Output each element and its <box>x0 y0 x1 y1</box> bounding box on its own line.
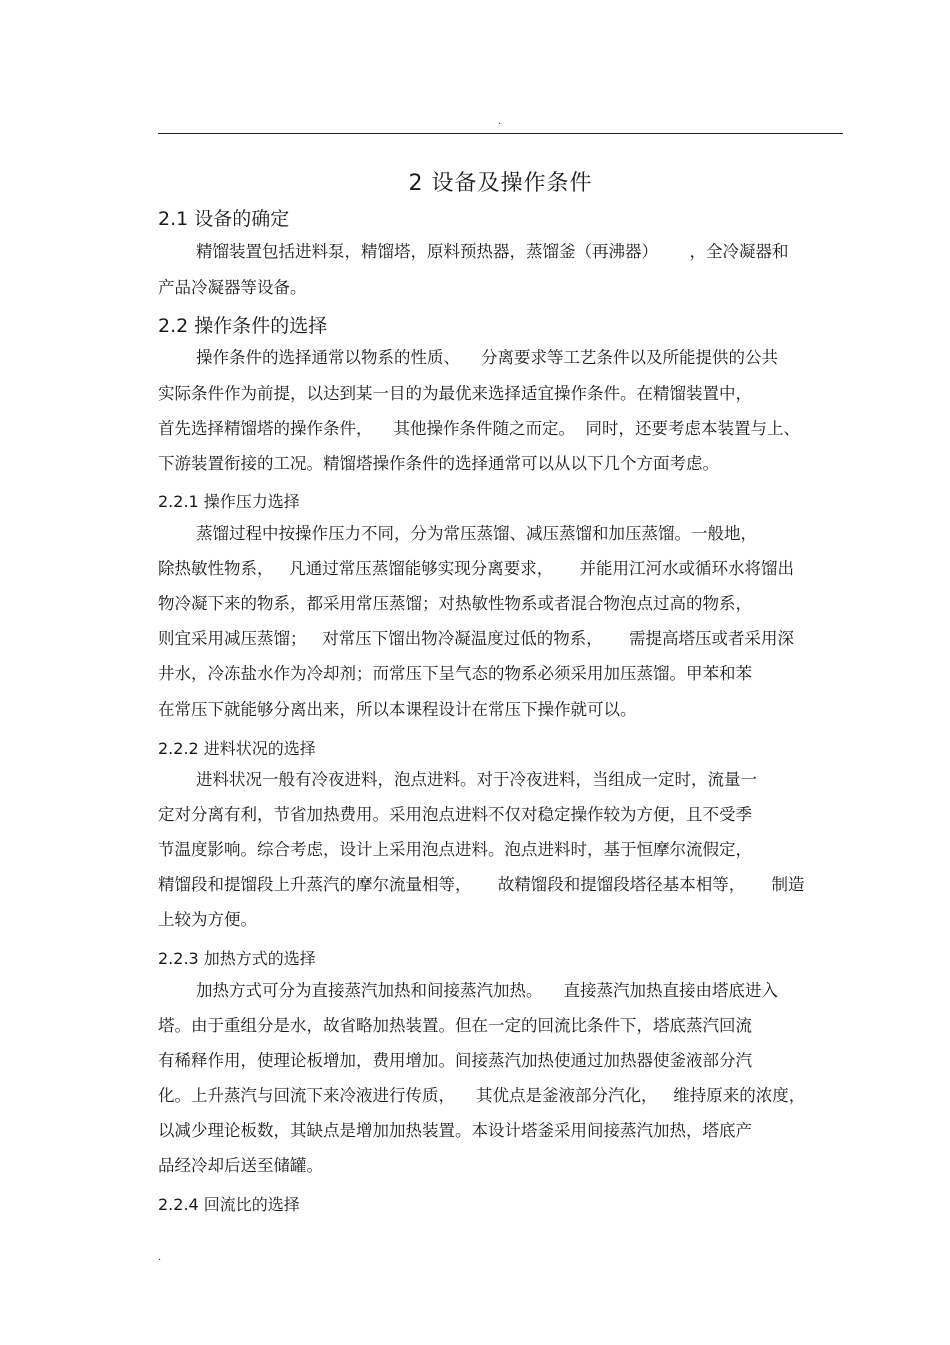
header-rule <box>158 133 843 134</box>
heading-2-2-3: 2.2.3 加热方式的选择 <box>158 949 316 968</box>
paragraph-line: 进料状况一般有冷夜进料，泡点进料。对于冷夜进料，当组成一定时，流量一 <box>196 770 757 789</box>
footer-mark: . <box>158 1252 162 1263</box>
paragraph-line: 以减少理论板数，其缺点是增加加热装置。本设计塔釜采用间接蒸汽加热，塔底产 <box>158 1121 752 1140</box>
paragraph-line: 化。上升蒸汽与回流下来冷液进行传质， 其优点是釜液部分汽化， 维持原来的浓度， <box>158 1086 806 1105</box>
paragraph-line: 在常压下就能够分离出来，所以本课程设计在常压下操作就可以。 <box>158 700 637 719</box>
paragraph-line: 下游装置衔接的工况。精馏塔操作条件的选择通常可以从以下几个方面考虑。 <box>158 454 719 473</box>
paragraph-line: 除热敏性物系， 凡通过常压蒸馏能够实现分离要求， 并能用江河水或循环水将馏出 <box>158 559 794 578</box>
paragraph-line: 井水，冷冻盐水作为冷却剂；而常压下呈气态的物系必须采用加压蒸馏。甲苯和苯 <box>158 664 752 683</box>
heading-2-2-1: 2.2.1 操作压力选择 <box>158 492 300 511</box>
heading-2-2: 2.2 操作条件的选择 <box>158 315 328 337</box>
paragraph-line: 上较为方便。 <box>158 910 257 929</box>
paragraph-line: 蒸馏过程中按操作压力不同，分为常压蒸馏、减压蒸馏和加压蒸馏。一般地， <box>196 524 757 543</box>
paragraph-line: 物冷凝下来的物系，都采用常压蒸馏；对热敏性物系或者混合物泡点过高的物系， <box>158 594 752 613</box>
paragraph-line: 品经冷却后送至储罐。 <box>158 1156 323 1175</box>
header-mark: . <box>498 116 502 127</box>
heading-2-1: 2.1 设备的确定 <box>158 208 290 230</box>
paragraph-line: 节温度影响。综合考虑，设计上采用泡点进料。泡点进料时，基于恒摩尔流假定， <box>158 840 752 859</box>
paragraph-line: 有稀释作用，使理论板增加，费用增加。间接蒸汽加热使通过加热器使釜液部分汽 <box>158 1051 752 1070</box>
paragraph-line: 定对分离有利，节省加热费用。采用泡点进料不仅对稳定操作较为方便，且不受季 <box>158 805 752 824</box>
paragraph-line: 精馏段和提馏段上升蒸汽的摩尔流量相等， 故精馏段和提馏段塔径基本相等， 制造 <box>158 875 805 894</box>
paragraph-line: 实际条件作为前提，以达到某一目的为最优来选择适宜操作条件。在精馏装置中， <box>158 384 752 403</box>
paragraph-line: 首先选择精馏塔的操作条件， 其他操作条件随之而定。 同时，还要考虑本装置与上、 <box>158 419 800 438</box>
page-title: 2 设备及操作条件 <box>408 171 593 196</box>
paragraph-line: 加热方式可分为直接蒸汽加热和间接蒸汽加热。 直接蒸汽加热直接由塔底进入 <box>196 981 778 1000</box>
paragraph-line: 产品冷凝器等设备。 <box>158 278 307 297</box>
paragraph-line: 塔。由于重组分是水，故省略加热装置。但在一定的回流比条件下，塔底蒸汽回流 <box>158 1016 752 1035</box>
paragraph-line: 操作条件的选择通常以物系的性质、 分离要求等工艺条件以及所能提供的公共 <box>196 348 778 367</box>
paragraph-line: 精馏装置包括进料泵，精馏塔，原料预热器，蒸馏釜（再沸器） ，全冷凝器和 <box>196 242 789 261</box>
paragraph-line: 则宜采用减压蒸馏； 对常压下馏出物冷凝温度过低的物系， 需提高塔压或者采用深 <box>158 629 794 648</box>
heading-2-2-2: 2.2.2 进料状况的选择 <box>158 739 316 758</box>
heading-2-2-4: 2.2.4 回流比的选择 <box>158 1195 300 1214</box>
